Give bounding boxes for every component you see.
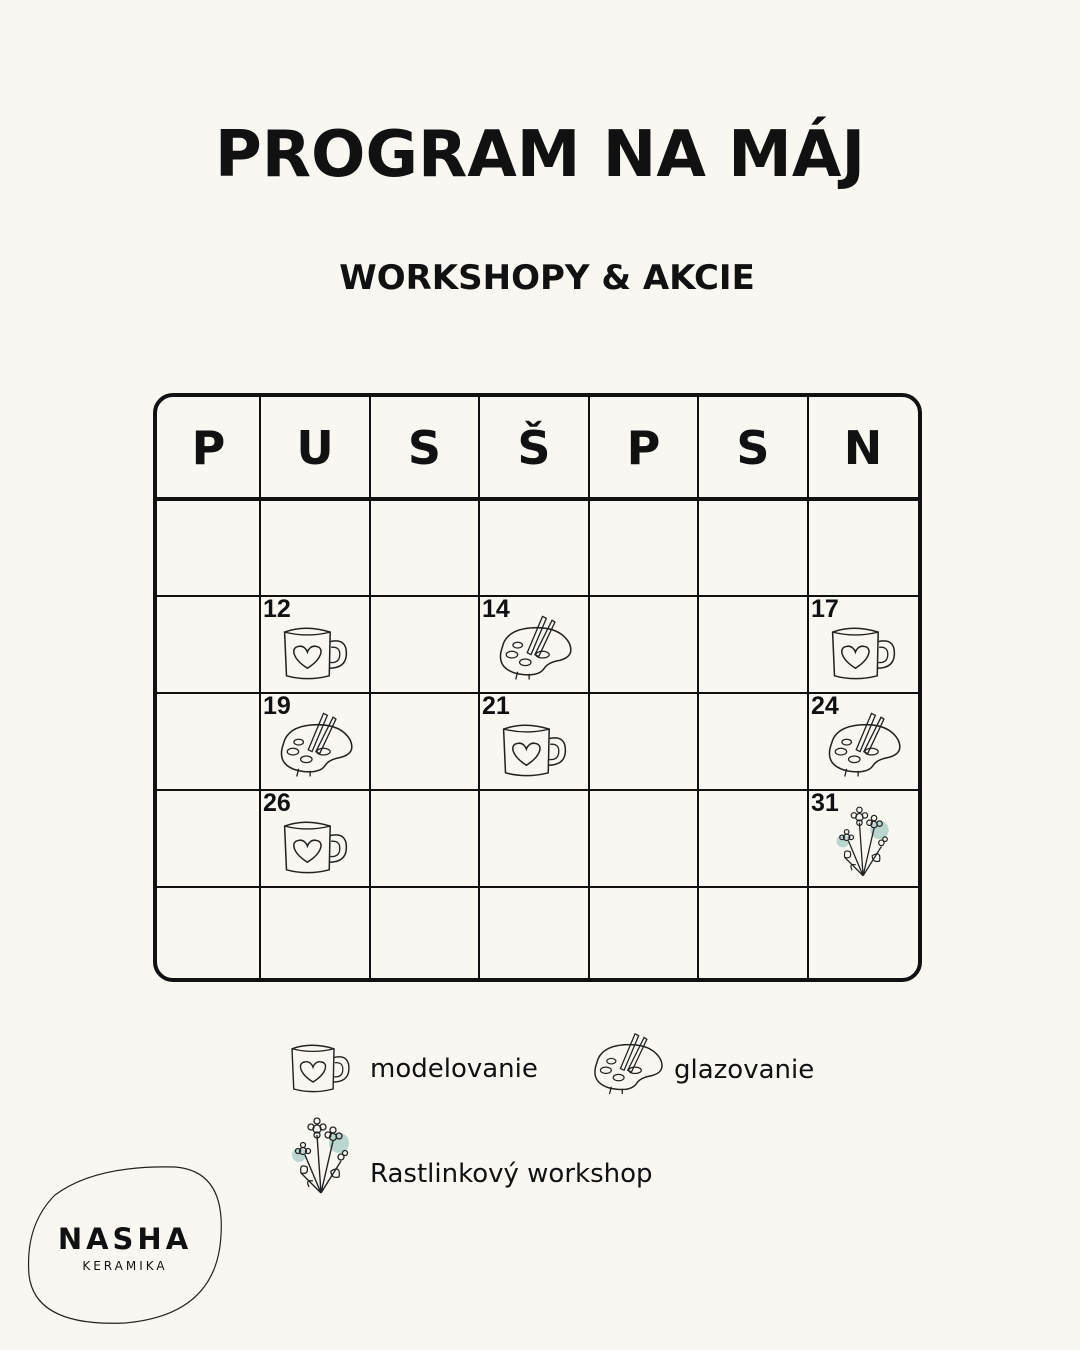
day-header: S [407,421,442,475]
day-header: S [736,421,770,475]
palette-icon [818,709,904,779]
calendar-event-cell[interactable] [808,693,918,790]
event-date: 17 [811,595,839,623]
brand-subtitle: KERAMIKA [82,1259,168,1273]
mug-heart-icon [496,719,572,781]
event-date: 19 [263,692,291,720]
event-date: 31 [811,789,839,817]
flower-bouquet-icon [832,804,896,878]
event-date: 14 [482,595,510,623]
event-date: 21 [482,692,510,720]
legend-label-glazovanie: glazovanie [674,1055,815,1085]
palette-icon [489,612,575,682]
calendar-event-cell[interactable] [479,596,589,693]
legend-label-rastlinkovy: Rastlinkový workshop [370,1159,653,1189]
calendar-event-cell[interactable] [260,693,370,790]
day-header: Š [517,421,551,475]
calendar-event-cell[interactable] [260,790,370,887]
calendar-grid [157,397,918,978]
flower-bouquet-icon [287,1115,357,1195]
event-date: 24 [811,692,839,720]
event-date: 26 [263,789,291,817]
calendar-event-cell[interactable] [260,596,370,693]
day-header: N [843,421,883,475]
calendar-event-cell[interactable] [808,596,918,693]
event-date: 12 [263,595,291,623]
mug-heart-icon [277,816,353,878]
palette-icon [584,1028,666,1098]
calendar-event-cell[interactable] [808,790,918,887]
mug-heart-icon [277,622,353,684]
palette-icon [270,709,356,779]
page-title: PROGRAM NA MÁJ [214,118,866,192]
day-header: P [191,421,226,475]
brand-name: NASHA [57,1222,193,1256]
calendar-event-cell[interactable] [479,693,589,790]
mug-heart-icon [285,1040,355,1096]
page-subtitle: WORKSHOPY & AKCIE [339,258,755,298]
mug-heart-icon [825,622,901,684]
legend-label-modelovanie: modelovanie [370,1054,538,1084]
day-header: U [296,421,334,475]
calendar [153,393,922,982]
day-header: P [626,421,661,475]
